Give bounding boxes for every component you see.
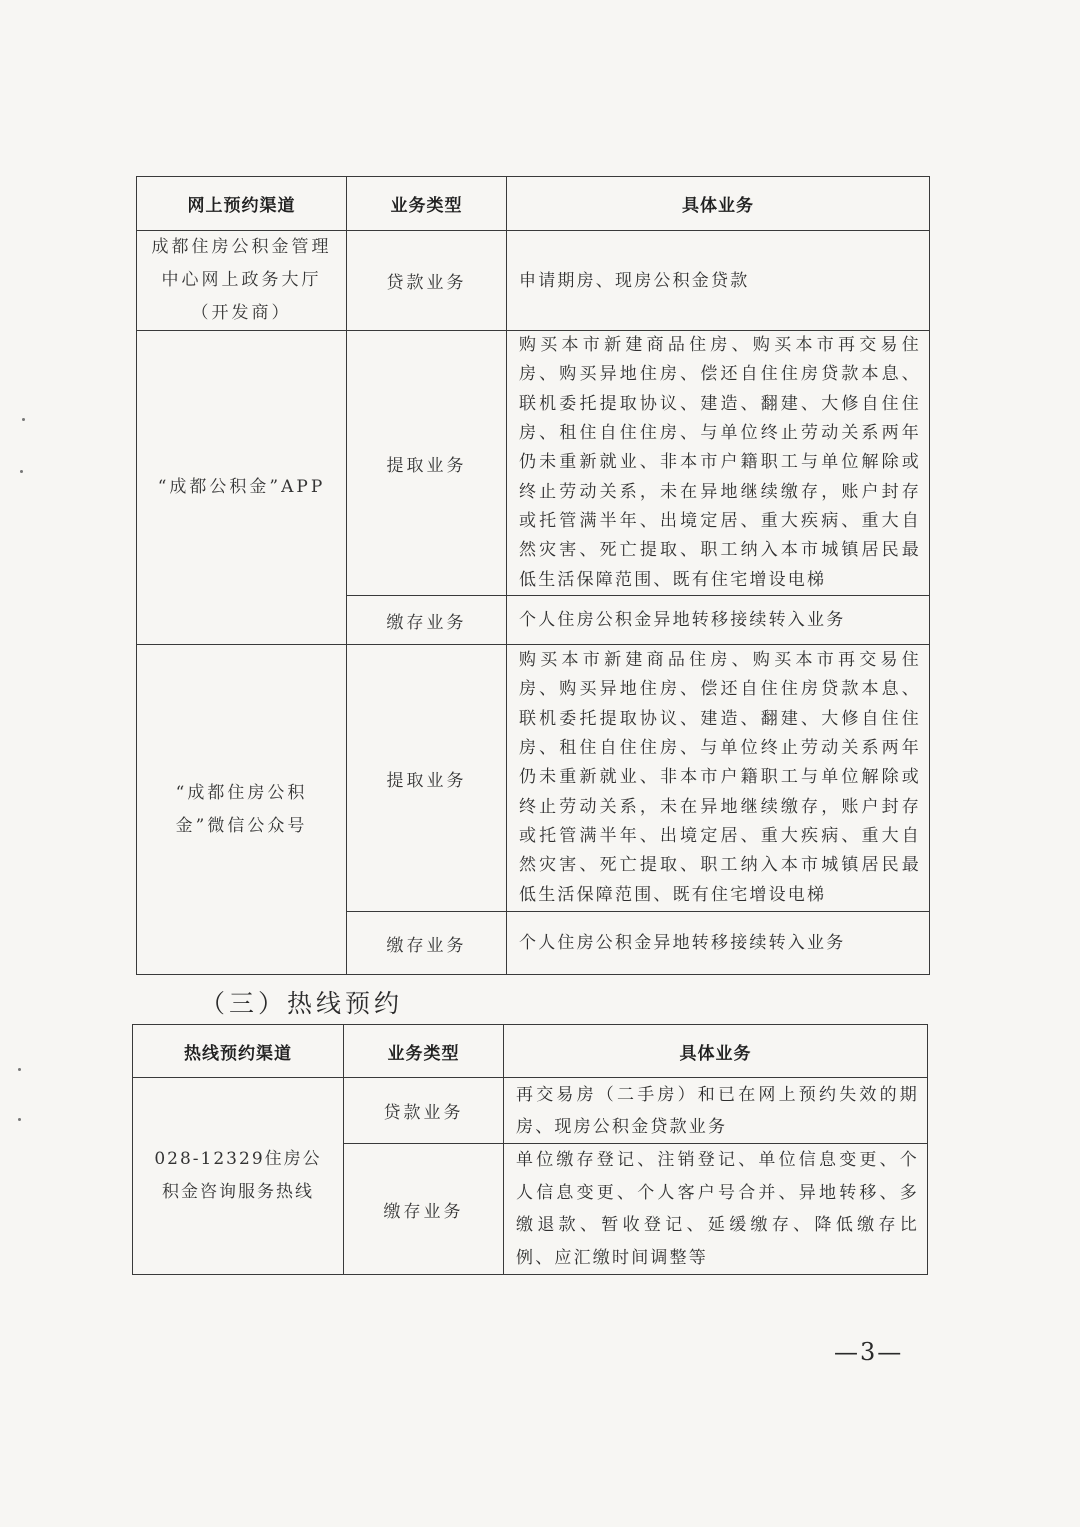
table-row bbox=[137, 645, 930, 912]
business-detail-cell: 再交易房（二手房）和已在网上预约失效的期房、现房公积金贷款业务 bbox=[504, 1078, 928, 1144]
business-detail-cell: 申请期房、现房公积金贷款 bbox=[507, 231, 930, 331]
hotline-appointment-table bbox=[132, 1024, 928, 1275]
business-detail-cell: 购买本市新建商品住房、购买本市再交易住房、购买异地住房、偿还自住住房贷款本息、联机委托提取协议、建造、翻建、大修自住住房、租住自住住房、与单位终止劳动关系两年仍未重新就业、非本市户籍职工与单位解除或终止劳动关系，未在异地继续缴存，账户封存或托管满半年、出境定居、重大疾病、重大自然灾害、死亡提取、职工纳入本市城镇居民最低生活保障范围、既有住宅增设电梯 bbox=[507, 331, 930, 596]
header-business-type: 业务类型 bbox=[344, 1025, 504, 1078]
header-channel: 热线预约渠道 bbox=[133, 1025, 344, 1078]
table-header-row bbox=[133, 1025, 928, 1078]
table-row bbox=[137, 331, 930, 596]
business-detail-cell: 单位缴存登记、注销登记、单位信息变更、个人信息变更、个人客户号合并、异地转移、多缴退款、暂收登记、延缓缴存、降低缴存比例、应汇缴时间调整等 bbox=[504, 1144, 928, 1275]
table-row bbox=[133, 1078, 928, 1144]
scan-speck bbox=[22, 418, 25, 421]
scan-speck bbox=[20, 470, 23, 473]
scan-speck bbox=[18, 1068, 21, 1071]
scan-speck bbox=[18, 1118, 21, 1121]
header-specific-business: 具体业务 bbox=[507, 177, 930, 231]
business-type-cell: 缴存业务 bbox=[347, 596, 507, 645]
business-type-cell: 贷款业务 bbox=[347, 231, 507, 331]
header-specific-business: 具体业务 bbox=[504, 1025, 928, 1078]
business-detail-cell: 个人住房公积金异地转移接续转入业务 bbox=[507, 596, 930, 645]
business-detail-cell: 购买本市新建商品住房、购买本市再交易住房、购买异地住房、偿还自住住房贷款本息、联机委托提取协议、建造、翻建、大修自住住房、租住自住住房、与单位终止劳动关系两年仍未重新就业、非本市户籍职工与单位解除或终止劳动关系，未在异地继续缴存，账户封存或托管满半年、出境定居、重大疾病、重大自然灾害、死亡提取、职工纳入本市城镇居民最低生活保障范围、既有住宅增设电梯 bbox=[507, 645, 930, 912]
business-detail-cell: 个人住房公积金异地转移接续转入业务 bbox=[507, 912, 930, 975]
business-type-cell: 缴存业务 bbox=[344, 1144, 504, 1275]
header-channel: 网上预约渠道 bbox=[137, 177, 347, 231]
business-type-cell: 缴存业务 bbox=[347, 912, 507, 975]
business-type-cell: 贷款业务 bbox=[344, 1078, 504, 1144]
business-type-cell: 提取业务 bbox=[347, 645, 507, 912]
header-business-type: 业务类型 bbox=[347, 177, 507, 231]
page-number: —3— bbox=[834, 1338, 904, 1366]
channel-cell: 成都住房公积金管理中心网上政务大厅（开发商） bbox=[137, 231, 347, 331]
business-type-cell: 提取业务 bbox=[347, 331, 507, 596]
table-row bbox=[137, 231, 930, 331]
table-header-row bbox=[137, 177, 930, 231]
channel-cell: “成都住房公积金”微信公众号 bbox=[137, 645, 347, 975]
channel-cell: “成都公积金”APP bbox=[137, 331, 347, 645]
channel-cell: 028-12329住房公积金咨询服务热线 bbox=[133, 1078, 344, 1275]
online-appointment-table bbox=[136, 176, 930, 975]
section-heading: （三）热线预约 bbox=[200, 989, 404, 1018]
